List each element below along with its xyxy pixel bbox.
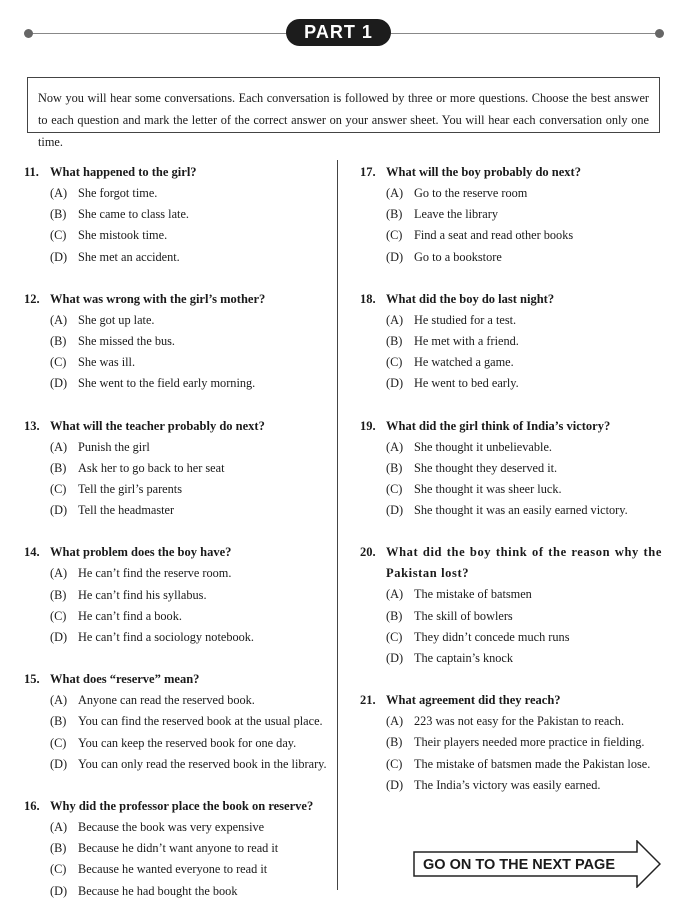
option-text: He can’t find his syllabus. [78, 587, 207, 602]
option-letter: (B) [386, 207, 403, 222]
next-page-label: GO ON TO THE NEXT PAGE [423, 857, 616, 873]
question-13 [24, 416, 330, 522]
option-text: Go to a bookstore [414, 249, 502, 264]
option-text: The India’s victory was easily earned. [414, 777, 601, 792]
option-letter: (A) [386, 714, 404, 729]
answer-option [360, 331, 662, 352]
question-text: Why did the professor place the book on reserve? [50, 799, 314, 814]
question-title [360, 289, 662, 310]
option-letter: (A) [50, 312, 68, 327]
option-letter: (B) [50, 841, 67, 856]
answer-option [360, 204, 662, 225]
answer-option [360, 352, 662, 373]
answer-option [24, 247, 330, 268]
question-17 [360, 162, 662, 268]
answer-option [24, 373, 330, 394]
option-text: They didn’t concede much runs [414, 629, 570, 644]
option-letter: (D) [50, 376, 68, 391]
option-text: Because he had bought the book [78, 883, 238, 898]
answer-option [24, 690, 330, 711]
question-15 [24, 669, 330, 775]
option-letter: (A) [50, 186, 68, 200]
option-text: She mistook time. [78, 228, 168, 243]
option-text: He studied for a test. [414, 312, 517, 327]
instructions-box: Now you will hear some conversations. Each conversation is followed by three or more questions. Choose the best answer to each question and mark the letter of the correct answer on your answer sheet. You will hear each conversation only one time. [27, 77, 660, 133]
question-21 [360, 690, 662, 796]
option-letter: (A) [50, 439, 68, 454]
option-letter: (D) [50, 883, 68, 898]
question-text: What does “reserve” mean? [50, 672, 200, 687]
option-text: She thought it was sheer luck. [414, 482, 562, 497]
option-text: He can’t find a sociology notebook. [78, 630, 254, 645]
header-dot-right [655, 29, 664, 38]
answer-option [24, 881, 330, 902]
option-letter: (C) [50, 482, 67, 497]
question-text: What did the boy think of the reason why the Pakistan lost? [386, 545, 662, 581]
option-letter: (D) [50, 756, 68, 771]
answer-option [24, 352, 330, 373]
answer-option [360, 183, 662, 204]
option-letter: (D) [386, 503, 404, 518]
part-badge: PART 1 [286, 19, 391, 46]
answer-option [24, 225, 330, 246]
question-text: What did the boy do last night? [386, 291, 555, 306]
option-letter: (D) [50, 249, 68, 264]
question-title [24, 796, 330, 817]
option-letter: (B) [386, 334, 403, 349]
option-text: You can only read the reserved book in the library. [78, 756, 327, 771]
answer-option [24, 437, 330, 458]
answer-option [24, 310, 330, 331]
question-number: 13. [24, 418, 40, 433]
answer-option [24, 563, 330, 584]
option-letter: (A) [50, 566, 68, 581]
option-letter: (C) [50, 228, 67, 243]
question-number: 11. [24, 165, 39, 179]
question-text: What will the boy probably do next? [386, 165, 581, 179]
question-title [360, 690, 662, 711]
option-text: He watched a game. [414, 355, 514, 370]
option-letter: (A) [386, 587, 404, 602]
option-text: Tell the girl’s parents [78, 482, 182, 497]
option-text: The mistake of batsmen made the Pakistan lose. [414, 756, 651, 771]
question-title [24, 162, 330, 183]
question-19 [360, 416, 662, 522]
option-letter: (B) [50, 714, 67, 729]
question-title [24, 669, 330, 690]
answer-option [24, 817, 330, 838]
option-letter: (B) [50, 334, 67, 349]
option-letter: (C) [386, 629, 403, 644]
option-letter: (B) [50, 460, 67, 475]
question-number: 14. [24, 545, 40, 560]
option-text: He can’t find a book. [78, 608, 182, 623]
answer-option [360, 711, 662, 732]
question-text: What happened to the girl? [50, 165, 197, 179]
answer-option [24, 479, 330, 500]
question-14 [24, 542, 330, 648]
right-column [360, 162, 662, 796]
option-text: Tell the headmaster [78, 503, 175, 518]
option-letter: (D) [386, 777, 404, 792]
question-number: 20. [360, 545, 376, 560]
answer-option [360, 627, 662, 648]
answer-option [360, 648, 662, 669]
question-number: 17. [360, 165, 376, 179]
question-number: 18. [360, 291, 376, 306]
option-letter: (D) [50, 630, 68, 645]
question-number: 12. [24, 291, 40, 306]
question-text: What will the teacher probably do next? [50, 418, 265, 433]
question-title [360, 416, 662, 437]
answer-option [24, 838, 330, 859]
answer-option [360, 479, 662, 500]
answer-option [360, 584, 662, 605]
option-text: The captain’s knock [414, 651, 514, 666]
answer-option [24, 585, 330, 606]
option-text: Ask her to go back to her seat [78, 460, 225, 475]
option-letter: (D) [386, 249, 404, 264]
answer-option [360, 310, 662, 331]
answer-option [360, 437, 662, 458]
answer-option [24, 733, 330, 754]
option-text: She forgot time. [78, 186, 158, 200]
answer-option [24, 331, 330, 352]
question-text: What agreement did they reach? [386, 693, 561, 708]
answer-option [24, 183, 330, 204]
answer-option [24, 859, 330, 880]
question-number: 19. [360, 418, 376, 433]
answer-option [360, 732, 662, 753]
question-text: What problem does the boy have? [50, 545, 232, 560]
option-text: She met an accident. [78, 249, 180, 264]
option-text: Because he wanted everyone to read it [78, 862, 268, 877]
option-text: Go to the reserve room [414, 186, 528, 200]
option-text: Anyone can read the reserved book. [78, 693, 255, 708]
column-divider [337, 160, 338, 890]
question-16 [24, 796, 330, 902]
option-letter: (C) [386, 756, 403, 771]
option-text: She got up late. [78, 312, 155, 327]
question-text: What did the girl think of India’s victory? [386, 418, 611, 433]
answer-option [24, 458, 330, 479]
option-letter: (C) [50, 355, 67, 370]
answer-option [24, 754, 330, 775]
option-letter: (C) [386, 355, 403, 370]
question-18 [360, 289, 662, 395]
option-letter: (D) [386, 651, 404, 666]
answer-option [24, 500, 330, 521]
option-letter: (D) [50, 503, 68, 518]
option-letter: (A) [50, 820, 68, 835]
option-text: Find a seat and read other books [414, 228, 574, 243]
answer-option [24, 627, 330, 648]
header-dot-left [24, 29, 33, 38]
answer-option [360, 754, 662, 775]
option-text: You can keep the reserved book for one day. [78, 735, 297, 750]
option-text: Their players needed more practice in fielding. [414, 735, 645, 750]
answer-option [24, 711, 330, 732]
option-text: You can find the reserved book at the usual place. [78, 714, 323, 729]
option-text: The skill of bowlers [414, 608, 513, 623]
next-page-banner [413, 840, 661, 888]
option-letter: (D) [386, 376, 404, 391]
option-text: She thought it was an easily earned victory. [414, 503, 628, 518]
option-letter: (C) [386, 228, 403, 243]
option-letter: (B) [386, 460, 403, 475]
answer-option [360, 225, 662, 246]
option-letter: (C) [386, 482, 403, 497]
question-number: 21. [360, 693, 376, 708]
option-letter: (A) [386, 439, 404, 454]
answer-option [360, 775, 662, 796]
option-text: She came to class late. [78, 207, 189, 222]
question-20 [360, 542, 662, 669]
option-letter: (B) [50, 587, 67, 602]
answer-option [360, 458, 662, 479]
option-text: He can’t find the reserve room. [78, 566, 232, 581]
question-number: 15. [24, 672, 40, 687]
option-text: She went to the field early morning. [78, 376, 256, 391]
answer-option [360, 606, 662, 627]
option-letter: (C) [50, 862, 67, 877]
question-title [360, 162, 662, 183]
option-letter: (C) [50, 735, 67, 750]
answer-option [24, 606, 330, 627]
question-12 [24, 289, 330, 395]
option-letter: (B) [50, 207, 67, 222]
question-title [24, 289, 330, 310]
question-11 [24, 162, 330, 268]
question-text: What was wrong with the girl’s mother? [50, 291, 266, 306]
option-letter: (A) [386, 186, 404, 200]
option-text: The mistake of batsmen [414, 587, 532, 602]
option-letter: (A) [50, 693, 68, 708]
answer-option [360, 373, 662, 394]
option-letter: (B) [386, 608, 403, 623]
option-text: Leave the library [414, 207, 498, 222]
option-text: She thought they deserved it. [414, 460, 558, 475]
answer-option [360, 500, 662, 521]
option-text: 223 was not easy for the Pakistan to reach. [414, 714, 625, 729]
option-text: Punish the girl [78, 439, 150, 454]
option-text: He met with a friend. [414, 334, 519, 349]
question-title [24, 416, 330, 437]
option-text: He went to bed early. [414, 376, 519, 391]
option-text: She thought it unbelievable. [414, 439, 552, 454]
option-text: Because the book was very expensive [78, 820, 265, 835]
answer-option [24, 204, 330, 225]
question-number: 16. [24, 799, 40, 814]
answer-option [360, 247, 662, 268]
option-text: She was ill. [78, 355, 136, 370]
option-letter: (C) [50, 608, 67, 623]
option-letter: (A) [386, 312, 404, 327]
option-text: Because he didn’t want anyone to read it [78, 841, 279, 856]
option-text: She missed the bus. [78, 334, 176, 349]
question-title [360, 542, 662, 584]
left-column [24, 162, 330, 902]
option-letter: (B) [386, 735, 403, 750]
question-title [24, 542, 330, 563]
